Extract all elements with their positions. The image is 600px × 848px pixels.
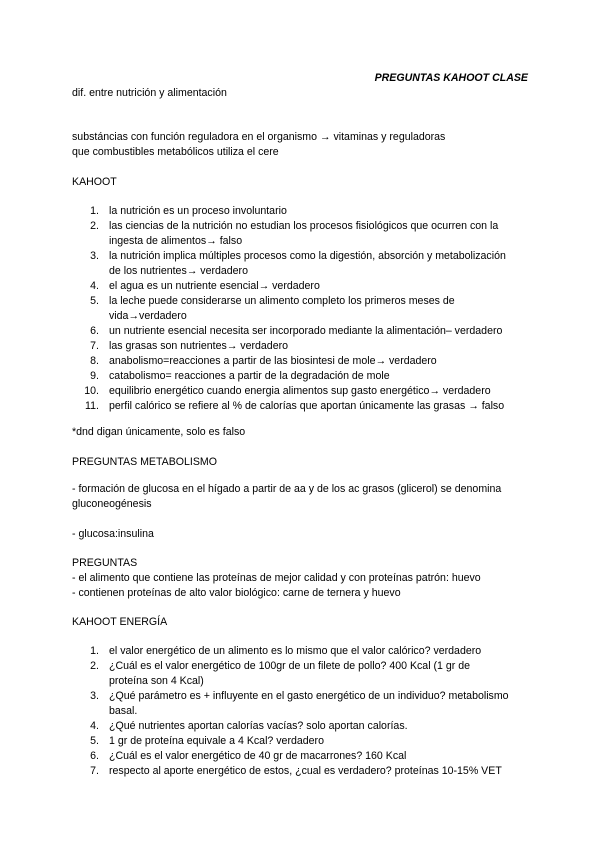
item-text: ¿Qué nutrientes aportan calorías vacías? solo aportan calorías. [109,720,408,732]
note-line: substáncias con función reguladora en el organismo → vitaminas y reguladoras [72,131,446,143]
energia-question-list [72,644,532,779]
item-text-continued: ingesta de alimentos→ falso [109,235,243,247]
metabolismo-extra: - glucosa:insulina [72,528,154,540]
item-text: un nutriente esencial necesita ser incorporado mediante la alimentación– verdadero [109,325,503,337]
item-number: 4. [90,720,99,732]
item-text: el agua es un nutriente esencial→ verdadero [109,280,320,292]
item-text: 1 gr de proteína equivale a 4 Kcal? verdadero [109,735,324,747]
kahoot-question-list [72,204,532,414]
item-number: 7. [90,340,99,352]
item-number: 5. [90,735,99,747]
intro-line: dif. entre nutrición y alimentación [72,87,227,99]
item-number: 2. [90,220,99,232]
notes-block [72,130,532,160]
energia-heading: KAHOOT ENERGÍA [72,616,168,628]
list-item [72,659,532,689]
item-text: perfil calórico se refiere al % de calorías que aportan únicamente las grasas → falso [109,400,505,412]
list-item [72,219,532,249]
item-number: 3. [90,690,99,702]
list-item [72,324,532,339]
item-text: la leche puede considerarse un alimento completo los primeros meses de [109,295,455,307]
list-item [72,689,532,719]
list-item [72,749,532,764]
item-text: ¿Qué parámetro es + influyente en el gasto energético de un individuo? metabolismo [109,690,509,702]
item-number: 4. [90,280,99,292]
item-text: catabolismo= reacciones a partir de la degradación de mole [109,370,390,382]
paragraph-line: - el alimento que contiene las proteínas de mejor calidad y con proteínas patrón: huevo [72,572,481,584]
metabolismo-paragraph [72,482,532,512]
list-item [72,734,532,749]
preguntas-paragraph [72,571,532,601]
kahoot-heading: KAHOOT [72,176,117,188]
paragraph-line: - formación de glucosa en el hígado a partir de aa y de los ac grasos (glicerol) se denomina [72,483,502,495]
item-text-continued: basal. [109,705,138,717]
list-item [72,294,532,324]
list-item [72,384,532,399]
document-title: PREGUNTAS KAHOOT CLASE [374,72,528,84]
list-item [72,644,532,659]
item-text: equilibrio energético cuando energia alimentos sup gasto energético→ verdadero [109,385,491,397]
item-number: 9. [90,370,99,382]
item-text: el valor energético de un alimento es lo mismo que el valor calórico? verdadero [109,645,482,657]
list-item [72,399,532,414]
paragraph-line: - contienen proteínas de alto valor biológico: carne de ternera y huevo [72,587,401,599]
item-number: 2. [90,660,99,672]
item-number: 1. [90,205,99,217]
item-text: las grasas son nutrientes→ verdadero [109,340,289,352]
item-number: 10. [84,385,99,397]
item-text: las ciencias de la nutrición no estudian los procesos fisiológicos que ocurren con la [109,220,499,232]
item-text: anabolismo=reacciones a partir de las biosintesi de mole→ verdadero [109,355,437,367]
item-text-continued: proteína son 4 Kcal) [109,675,204,687]
item-number: 6. [90,325,99,337]
item-text-continued: vida→verdadero [109,310,187,322]
item-number: 1. [90,645,99,657]
item-number: 6. [90,750,99,762]
item-number: 5. [90,295,99,307]
list-item [72,369,532,384]
item-text: ¿Cuál es el valor energético de 40 gr de macarrones? 160 Kcal [109,750,407,762]
item-text: la nutrición es un proceso involuntario [109,205,287,217]
note-line: que combustibles metabólicos utiliza el cere [72,146,279,158]
list-item [72,279,532,294]
preguntas-heading: PREGUNTAS [72,557,138,569]
list-item [72,339,532,354]
paragraph-line: gluconeogénesis [72,498,152,510]
item-text: ¿Cuál es el valor energético de 100gr de un filete de pollo? 400 Kcal (1 gr de [109,660,471,672]
list-item [72,719,532,734]
kahoot-footnote: *dnd digan únicamente, solo es falso [72,426,246,438]
list-item [72,204,532,219]
item-number: 11. [85,400,99,412]
item-text-continued: de los nutrientes→ verdadero [109,265,248,277]
list-item [72,354,532,369]
item-text: la nutrición implica múltiples procesos como la digestión, absorción y metabolización [109,250,506,262]
item-number: 3. [90,250,99,262]
list-item [72,249,532,279]
item-text: respecto al aporte energético de estos, ¿cual es verdadero? proteínas 10-15% VET [109,765,502,777]
item-number: 8. [90,355,99,367]
item-number: 7. [90,765,99,777]
list-item [72,764,532,779]
metabolismo-heading: PREGUNTAS METABOLISMO [72,456,217,468]
